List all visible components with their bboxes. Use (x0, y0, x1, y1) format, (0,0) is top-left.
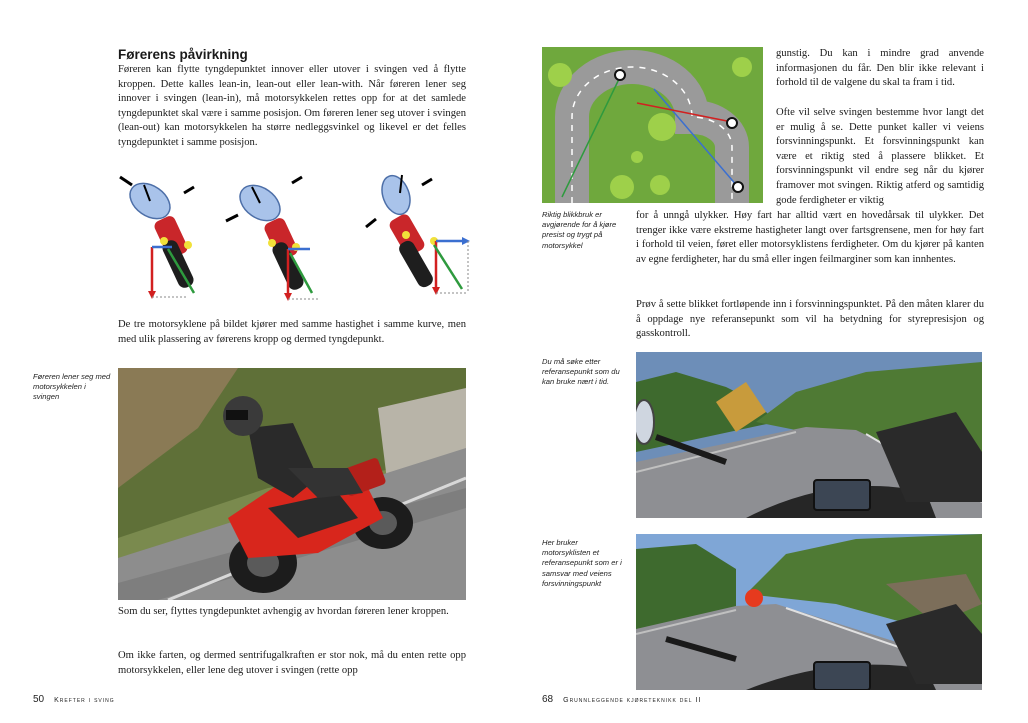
section-heading: Førerens påvirkning (118, 47, 248, 62)
illustration-paragraph: De tre motorsyklene på bildet kjører med samme hastighet i samme kurve, men med ulik plassering av førerens kropp og dermed tyngdepunkt. (118, 319, 466, 345)
bike-lean-out (366, 172, 470, 295)
chapter-label: Grunnleggende kjøreteknikk del II (563, 697, 702, 704)
right-page (514, 0, 1028, 723)
rider-paragraph: Som du ser, flyttes tyngdepunktet avhengig av hvordan føreren lener kroppen. (118, 606, 449, 617)
rider-lean-photo (118, 368, 466, 600)
vanishing-point-paragraph-cont: for å unngå ulykker. Høy fart har alltid vært en hovedårsak til ulykker. Det trenger ikke være ekstreme hastigheter langt over fartsgrensene, men for høy fart i forhold til veien, føret eller motorsyklistens ferdigheter. Om du kjører på kanten av egne ferdigheter, har du små eller ingen feilmarginer som kan innhentes. (636, 210, 984, 265)
road-photo-1 (636, 352, 982, 518)
gaze-paragraph: Prøv å sette blikket fortløpende inn i forsvinningspunktet. På den måten klarer du å oppdage nye referansepunkt som vil ha betydning for styrepresisjon og gasskontroll. (636, 299, 984, 340)
vanishing-point-paragraph: Ofte vil selve svingen bestemme hvor langt det er mulig å se. Dette punket kaller vi veiens forsvinningspunkt. Et forsvinningspunkt kan være et riktig sted å plassere blikket. Et forsvinningspunkt vil endre seg når du kjører framover mot svingen. Riktig atferd og samtidig gode ferdigheter er viktig (776, 107, 984, 206)
page-number: 68 (542, 694, 554, 705)
photo1-caption: Du må søke etter referansepunkt som du kan bruke nært i tid. (542, 357, 620, 387)
photo2-caption: Her bruker motorsyklisten et referansepunkt som er i samsvar med veiens forsvinningspunkt (542, 538, 622, 588)
intro-paragraph: Føreren kan flytte tyngdepunktet innover eller utover i svingen ved å flytte kroppen. Dette kalles lean-in, lean-out eller lean-with. Når føreren lener seg innover i svingen (lean-in), må motorsykkelen rettes opp for at det samlede tyngdepunktet skal være i samme posisjon. Om føreren lener seg utover i svingen (lean-out) kan motorsykkelen ha større nedleggsvinkel og likevel er det felles tyngdepunktet i samme posisjon. (118, 64, 466, 148)
page-number: 50 (33, 694, 45, 705)
top-paragraph: gunstig. Du kan i mindre grad anvende informasjonen du får. Den blir ikke relevant i forhold til de valgene du skal ta fram i tid. (776, 48, 984, 89)
lean-illustration (118, 165, 478, 305)
left-footer (33, 694, 115, 705)
right-footer (542, 694, 701, 705)
curve-diagram (542, 47, 763, 203)
speed-paragraph: Om ikke farten, og dermed sentrifugalkraften er stor nok, må du enten rette opp motorsykkelen, eller lene deg utover i svingen (rette opp (118, 650, 466, 676)
bike-lean-in (120, 176, 196, 299)
road-photo-2 (636, 534, 982, 690)
bike-lean-with (226, 177, 318, 301)
reference-point-marker (745, 589, 763, 607)
diagram-caption: Riktig blikkbruk er avgjørende for å kjøre presist og trygt på motorsykkel (542, 210, 617, 250)
chapter-label: Krefter i sving (54, 697, 115, 704)
photo-caption: Føreren lener seg med motorsykkelen i svingen (33, 372, 111, 402)
